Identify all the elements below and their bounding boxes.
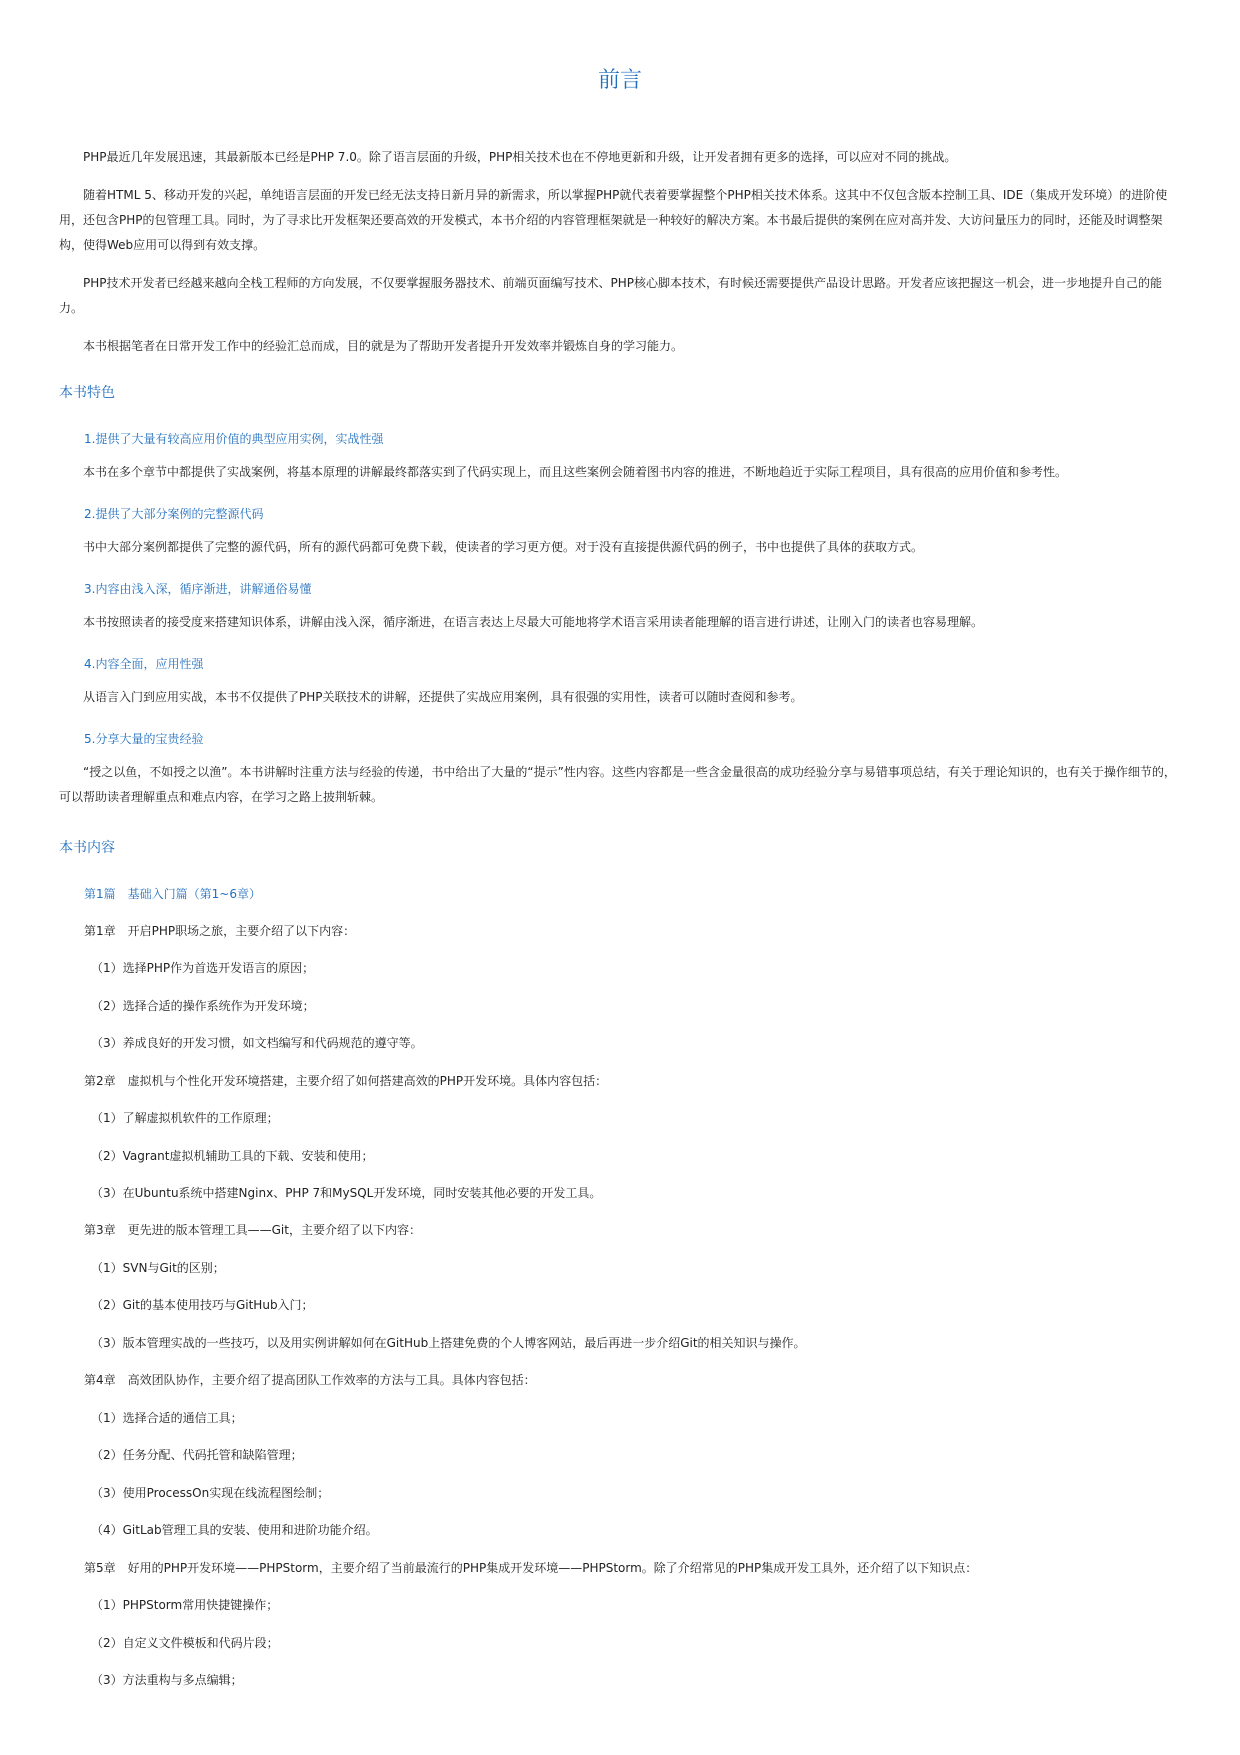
list-item: （1）选择合适的通信工具； <box>91 1411 243 1425</box>
list-item: （3）养成良好的开发习惯，如文档编写和代码规范的遵守等。 <box>91 1036 423 1050</box>
list-item: （2）Vagrant虚拟机辅助工具的下载、安装和使用； <box>91 1149 374 1163</box>
chapter-line: 第3章 更先进的版本管理工具——Git，主要介绍了以下内容： <box>84 1223 421 1237</box>
list-item: （3）方法重构与多点编辑； <box>91 1673 243 1687</box>
section-heading-features: 本书特色 <box>59 385 115 401</box>
intro-paragraph: PHP最近几年发展迅速，其最新版本已经是PHP 7.0。除了语言层面的升级，PHP相关技术也在不停地更新和升级，让开发者拥有更多的选择，可以应对不同的挑战。 <box>83 150 957 164</box>
list-item: （3）使用ProcessOn实现在线流程图绘制； <box>91 1486 330 1500</box>
feature-title: 4.内容全面，应用性强 <box>84 657 204 671</box>
feature-text: 本书在多个章节中都提供了实战案例，将基本原理的讲解最终都落实到了代码实现上，而且这些案例会随着图书内容的推进，不断地趋近于实际工程项目，具有很高的应用价值和参考性。 <box>83 465 1068 479</box>
list-item: （1）PHPStorm常用快捷键操作； <box>91 1598 279 1612</box>
list-item: （4）GitLab管理工具的安装、使用和进阶功能介绍。 <box>91 1523 378 1537</box>
list-item: （2）选择合适的操作系统作为开发环境； <box>91 999 315 1013</box>
list-item: （1）选择PHP作为首选开发语言的原因； <box>91 961 315 975</box>
list-item: （3）在Ubuntu系统中搭建Nginx、PHP 7和MySQL开发环境，同时安装其他必要的开发工具。 <box>91 1186 602 1200</box>
page-title: 前言 <box>597 68 642 93</box>
intro-paragraph: 随着HTML 5、移动开发的兴起，单纯语言层面的开发已经无法支持日新月异的新需求，所以掌握PHP就代表着要掌握整个PHP相关技术体系。这其中不仅包含版本控制工具、IDE（集成开发环境）的进阶使用，还包含PHP的包管理工具。同时，为了寻求比开发框架还要高效的开发模式，本书介绍的内容管理框架就是一种较好的解决方案。本书最后提供的案例在应对高并发、大访问量压力的同时，还能及时调整架构，使得Web应用可以得到有效支撑。 <box>59 188 1168 252</box>
list-item: （1）SVN与Git的区别； <box>91 1261 225 1275</box>
intro-paragraph: 本书根据笔者在日常开发工作中的经验汇总而成，目的就是为了帮助开发者提升开发效率并锻炼自身的学习能力。 <box>83 339 684 353</box>
chapter-line: 第4章 高效团队协作，主要介绍了提高团队工作效率的方法与工具。具体内容包括： <box>84 1373 536 1387</box>
list-item: （1）了解虚拟机软件的工作原理； <box>91 1111 279 1125</box>
intro-paragraph: PHP技术开发者已经越来越向全栈工程师的方向发展，不仅要掌握服务器技术、前端页面编写技术、PHP核心脚本技术，有时候还需要提供产品设计思路。开发者应该把握这一机会，进一步地提升自己的能力。 <box>59 276 1162 315</box>
feature-text: 从语言入门到应用实战，本书不仅提供了PHP关联技术的讲解，还提供了实战应用案例，具有很强的实用性，读者可以随时查阅和参考。 <box>83 690 803 704</box>
section-heading-contents: 本书内容 <box>59 840 115 856</box>
feature-title: 3.内容由浅入深，循序渐进，讲解通俗易懂 <box>84 582 312 596</box>
feature-text: 本书按照读者的接受度来搭建知识体系，讲解由浅入深，循序渐进，在语言表达上尽最大可能地将学术语言采用读者能理解的语言进行讲述，让刚入门的读者也容易理解。 <box>83 615 984 629</box>
chapter-line: 第5章 好用的PHP开发环境——PHPStorm，主要介绍了当前最流行的PHP集成开发环境——PHPStorm。除了介绍常见的PHP集成开发工具外，还介绍了以下知识点： <box>84 1561 978 1575</box>
feature-text: 书中大部分案例都提供了完整的源代码，所有的源代码都可免费下载，使读者的学习更方便。对于没有直接提供源代码的例子，书中也提供了具体的获取方式。 <box>83 540 924 554</box>
list-item: （3）版本管理实战的一些技巧，以及用实例讲解如何在GitHub上搭建免费的个人博客网站，最后再进一步介绍Git的相关知识与操作。 <box>91 1336 806 1350</box>
feature-title: 5.分享大量的宝贵经验 <box>84 732 204 746</box>
list-item: （2）任务分配、代码托管和缺陷管理； <box>91 1448 303 1462</box>
list-item: （2）自定义文件模板和代码片段； <box>91 1636 279 1650</box>
chapter-line: 第1章 开启PHP职场之旅，主要介绍了以下内容： <box>84 924 356 938</box>
feature-title: 2.提供了大部分案例的完整源代码 <box>84 507 264 521</box>
chapter-line: 第2章 虚拟机与个性化开发环境搭建，主要介绍了如何搭建高效的PHP开发环境。具体内容包括： <box>84 1074 608 1088</box>
list-item: （2）Git的基本使用技巧与GitHub入门； <box>91 1298 314 1312</box>
part-title: 第1篇 基础入门篇（第1~6章） <box>84 887 261 901</box>
feature-title: 1.提供了大量有较高应用价值的典型应用实例，实战性强 <box>84 432 384 446</box>
feature-text: “授之以鱼，不如授之以渔”。本书讲解时注重方法与经验的传递，书中给出了大量的“提示”性内容。这些内容都是一些含金量很高的成功经验分享与易错事项总结，有关于理论知识的，也有关于操作细节的，可以帮助读者理解重点和难点内容，在学习之路上披荆斩棘。 <box>59 765 1176 804</box>
